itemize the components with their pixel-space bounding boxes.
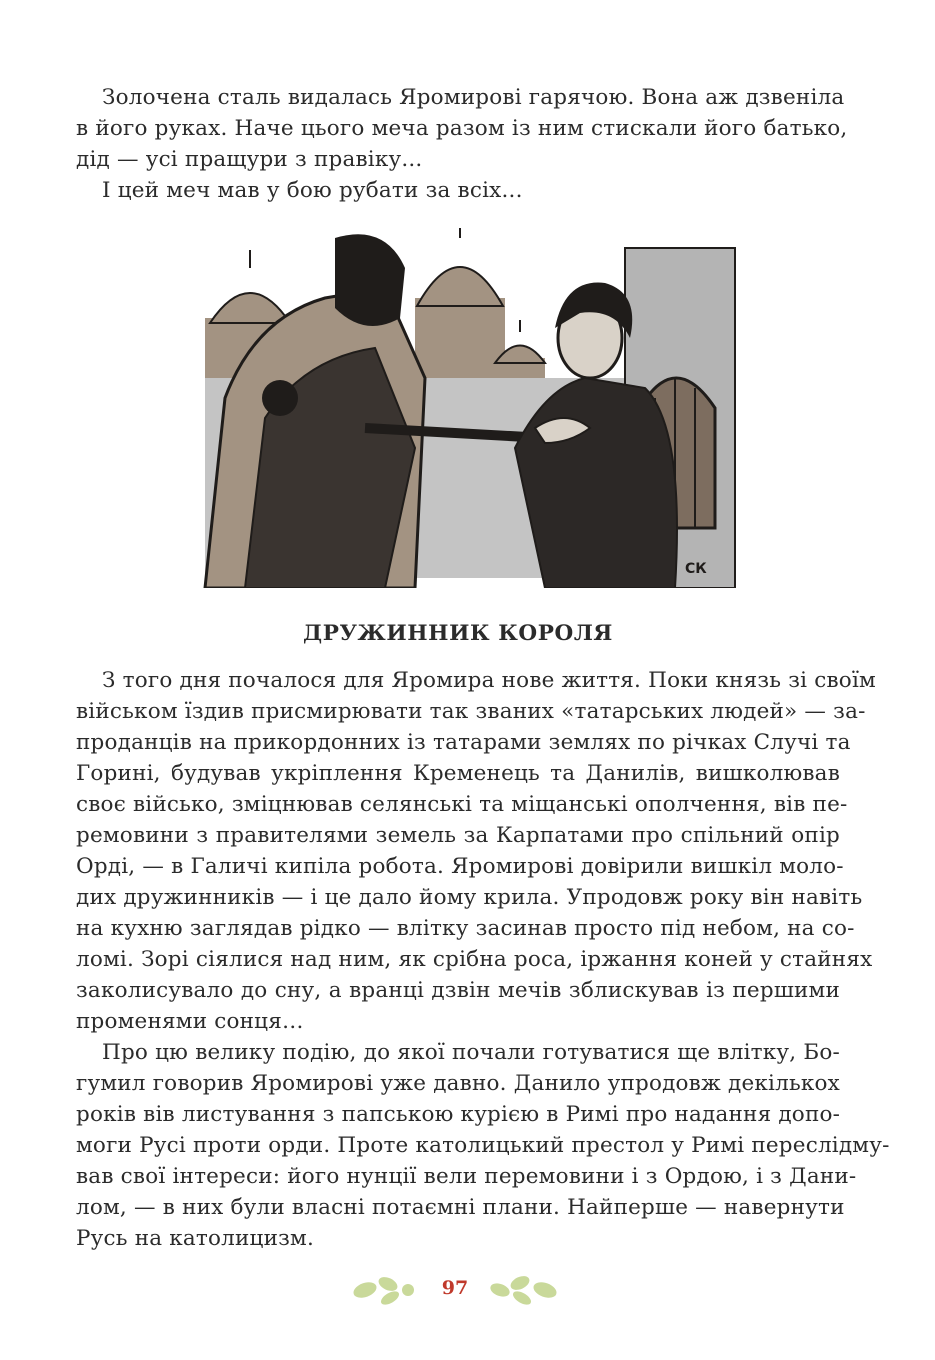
text-line: І цей меч мав у бою рубати за всіх...: [102, 178, 523, 203]
text-line: проданців на прикордонних із татарами землях по річках Случі та: [76, 730, 851, 755]
text-line: дих дружинників — і це дало йому крила. Упродовж року він навіть: [76, 885, 863, 910]
text-line: на кухню заглядав рідко — влітку засинав просто під небом, на со-: [76, 916, 855, 941]
text-line: років вів листування з папською курією в Римі про надання допо-: [76, 1102, 841, 1127]
text-line: дід — усі пращури з правіку...: [76, 147, 423, 172]
text-line: З того дня почалося для Яромира нове життя. Поки князь зі своїм: [102, 668, 876, 693]
text-line: лом, — в них були власні потаємні плани. Найперше — навернути: [76, 1195, 845, 1220]
text-line: Золочена сталь видалась Яромирові гарячою. Вона аж дзвеніла: [102, 85, 845, 110]
text-line: гумил говорив Яромирові уже давно. Данило упродовж декількох: [76, 1071, 840, 1096]
text-line: Русь на католицизм.: [76, 1226, 315, 1251]
text-line: своє військо, зміцнював селянські та міщанські ополчення, вів пе-: [76, 792, 848, 817]
text-line: ломі. Зорі сіялися над ним, як срібна роса, іржання коней у стайнях: [76, 947, 873, 972]
text-line: Про цю велику подію, до якої почали готуватися ще влітку, Бо-: [102, 1040, 840, 1065]
body-paragraphs: [76, 665, 890, 1254]
text-line: Орді, — в Галичі кипіла робота. Яромирові довірили вишкіл моло-: [76, 854, 844, 879]
text-line: військом їздив присмирювати так званих «татарських людей» — за-: [76, 699, 866, 724]
text-line: в його руках. Наче цього меча разом із ним стискали його батько,: [76, 116, 848, 141]
text-line: ремовини з правителями земель за Карпатами про спільний опір: [76, 823, 840, 848]
section-title: ДРУЖИННИК КОРОЛЯ: [303, 621, 613, 646]
intro-paragraphs: [76, 82, 848, 206]
page-number: 97: [441, 1277, 469, 1299]
text-line: променями сонця…: [76, 1009, 304, 1034]
text-line: Горині, будував укріплення Кременець та Данилів, вишколював: [76, 761, 840, 786]
text-line: моги Русі проти орди. Проте католицький престол у Римі переслідму-: [76, 1133, 890, 1158]
text-line: вав свої інтереси: його нунції вели перемовини і з Ордою, і з Дани-: [76, 1164, 857, 1189]
text-line: заколисувало до сну, а вранці дзвін мечів зблискував із першими: [76, 978, 840, 1003]
artist-signature: СК: [685, 561, 707, 577]
knight-and-youth-illustration: [185, 228, 740, 588]
